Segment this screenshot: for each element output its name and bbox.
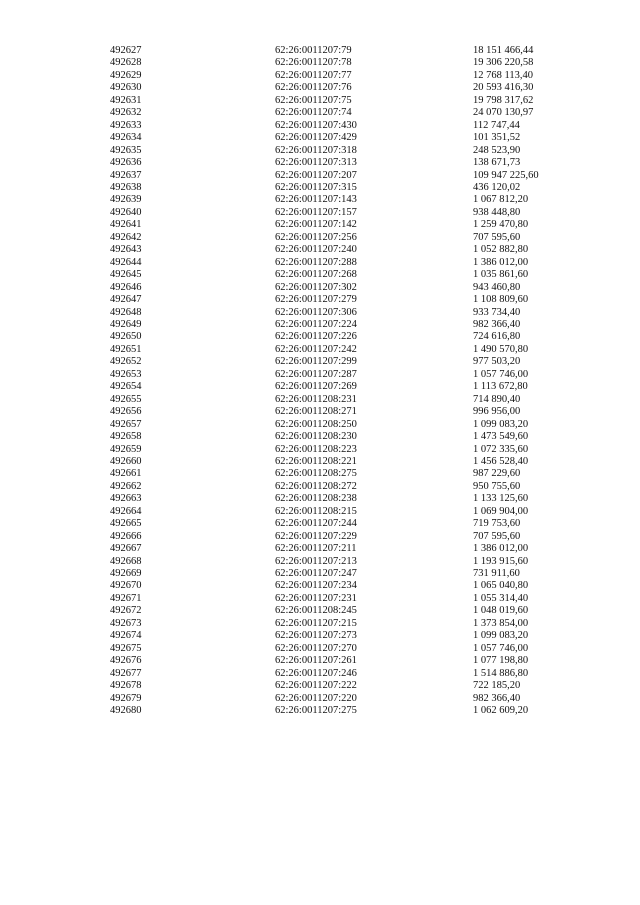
value-cell: 1 259 470,80 bbox=[473, 219, 529, 231]
row-number-cell: 492649 bbox=[110, 318, 142, 330]
value-cell: 1 062 609,20 bbox=[473, 705, 529, 717]
table-row bbox=[110, 543, 593, 555]
cadastral-number-cell: 62:26:0011207:270 bbox=[275, 642, 357, 654]
value-cell: 731 911,60 bbox=[473, 568, 520, 580]
row-number-cell: 492660 bbox=[110, 455, 142, 467]
value-cell: 12 768 113,40 bbox=[473, 69, 533, 81]
table-row bbox=[110, 269, 593, 281]
row-number-cell: 492652 bbox=[110, 356, 142, 368]
row-number-cell: 492664 bbox=[110, 505, 142, 517]
table-row bbox=[110, 232, 593, 244]
table-body bbox=[110, 45, 593, 717]
table-row bbox=[110, 468, 593, 480]
row-number-cell: 492639 bbox=[110, 194, 142, 206]
table-row bbox=[110, 506, 593, 518]
value-cell: 1 373 854,00 bbox=[473, 617, 529, 629]
cadastral-number-cell: 62:26:0011207:234 bbox=[275, 580, 357, 592]
table-row bbox=[110, 381, 593, 393]
cadastral-number-cell: 62:26:0011207:306 bbox=[275, 306, 357, 318]
value-cell: 18 151 466,44 bbox=[473, 45, 534, 56]
cadastral-number-cell: 62:26:0011207:269 bbox=[275, 381, 357, 393]
cadastral-number-cell: 62:26:0011207:242 bbox=[275, 343, 357, 355]
cadastral-number-cell: 62:26:0011208:221 bbox=[275, 455, 357, 467]
row-number-cell: 492665 bbox=[110, 518, 142, 530]
value-cell: 933 734,40 bbox=[473, 306, 521, 318]
value-cell: 982 366,40 bbox=[473, 318, 521, 330]
table-row bbox=[110, 219, 593, 231]
row-number-cell: 492648 bbox=[110, 306, 142, 318]
table-row bbox=[110, 630, 593, 642]
cadastral-number-cell: 62:26:0011207:246 bbox=[275, 667, 357, 679]
table-row bbox=[110, 605, 593, 617]
cadastral-number-cell: 62:26:0011207:74 bbox=[275, 107, 352, 119]
row-number-cell: 492677 bbox=[110, 667, 142, 679]
row-number-cell: 492658 bbox=[110, 431, 142, 443]
table-row bbox=[110, 705, 593, 717]
value-cell: 1 052 882,80 bbox=[473, 244, 529, 256]
cadastral-number-cell: 62:26:0011207:213 bbox=[275, 555, 357, 567]
table-row bbox=[110, 668, 593, 680]
cadastral-number-cell: 62:26:0011208:223 bbox=[275, 443, 357, 455]
value-cell: 996 956,00 bbox=[473, 406, 521, 418]
row-number-cell: 492669 bbox=[110, 568, 142, 580]
cadastral-number-cell: 62:26:0011207:222 bbox=[275, 680, 357, 692]
table-row bbox=[110, 481, 593, 493]
cadastral-number-cell: 62:26:0011207:273 bbox=[275, 630, 357, 642]
cadastral-number-cell: 62:26:0011207:287 bbox=[275, 368, 357, 380]
value-cell: 1 133 125,60 bbox=[473, 493, 529, 505]
table-row bbox=[110, 307, 593, 319]
table-row bbox=[110, 456, 593, 468]
cadastral-number-cell: 62:26:0011207:207 bbox=[275, 169, 357, 181]
row-number-cell: 492632 bbox=[110, 107, 142, 119]
table-row bbox=[110, 531, 593, 543]
table-row bbox=[110, 344, 593, 356]
cadastral-number-cell: 62:26:0011207:220 bbox=[275, 692, 357, 704]
table-row bbox=[110, 132, 593, 144]
table-row bbox=[110, 157, 593, 169]
row-number-cell: 492636 bbox=[110, 157, 142, 169]
value-cell: 722 185,20 bbox=[473, 680, 521, 692]
table-row bbox=[110, 643, 593, 655]
row-number-cell: 492646 bbox=[110, 281, 142, 293]
row-number-cell: 492675 bbox=[110, 642, 142, 654]
value-cell: 1 072 335,60 bbox=[473, 443, 529, 455]
row-number-cell: 492656 bbox=[110, 406, 142, 418]
value-cell: 19 306 220,58 bbox=[473, 57, 534, 69]
row-number-cell: 492671 bbox=[110, 592, 142, 604]
cadastral-number-cell: 62:26:0011207:142 bbox=[275, 219, 357, 231]
value-cell: 977 503,20 bbox=[473, 356, 521, 368]
row-number-cell: 492641 bbox=[110, 219, 142, 231]
value-cell: 1 065 040,80 bbox=[473, 580, 529, 592]
row-number-cell: 492666 bbox=[110, 530, 142, 542]
cadastral-number-cell: 62:26:0011208:215 bbox=[275, 505, 357, 517]
cadastral-number-cell: 62:26:0011207:288 bbox=[275, 256, 357, 268]
table-row bbox=[110, 444, 593, 456]
cadastral-value-table bbox=[110, 45, 593, 717]
table-row bbox=[110, 680, 593, 692]
cadastral-number-cell: 62:26:0011207:299 bbox=[275, 356, 357, 368]
cadastral-number-cell: 62:26:0011207:224 bbox=[275, 318, 357, 330]
row-number-cell: 492640 bbox=[110, 206, 142, 218]
value-cell: 1 473 549,60 bbox=[473, 431, 529, 443]
cadastral-number-cell: 62:26:0011208:238 bbox=[275, 493, 357, 505]
cadastral-number-cell: 62:26:0011207:315 bbox=[275, 181, 357, 193]
cadastral-number-cell: 62:26:0011207:430 bbox=[275, 119, 357, 131]
value-cell: 1 113 672,80 bbox=[473, 381, 528, 393]
cadastral-number-cell: 62:26:0011207:78 bbox=[275, 57, 352, 69]
row-number-cell: 492629 bbox=[110, 69, 142, 81]
table-row bbox=[110, 82, 593, 94]
table-row bbox=[110, 693, 593, 705]
value-cell: 938 448,80 bbox=[473, 206, 521, 218]
value-cell: 1 048 019,60 bbox=[473, 605, 529, 617]
cadastral-number-cell: 62:26:0011207:143 bbox=[275, 194, 357, 206]
row-number-cell: 492642 bbox=[110, 231, 142, 243]
table-row bbox=[110, 618, 593, 630]
value-cell: 101 351,52 bbox=[473, 132, 521, 144]
table-row bbox=[110, 120, 593, 132]
cadastral-number-cell: 62:26:0011207:279 bbox=[275, 294, 357, 306]
cadastral-number-cell: 62:26:0011207:275 bbox=[275, 705, 357, 717]
cadastral-number-cell: 62:26:0011207:256 bbox=[275, 231, 357, 243]
row-number-cell: 492654 bbox=[110, 381, 142, 393]
value-cell: 982 366,40 bbox=[473, 692, 521, 704]
table-row bbox=[110, 182, 593, 194]
row-number-cell: 492667 bbox=[110, 543, 142, 555]
cadastral-number-cell: 62:26:0011207:229 bbox=[275, 530, 357, 542]
value-cell: 436 120,02 bbox=[473, 181, 521, 193]
value-cell: 1 057 746,00 bbox=[473, 642, 529, 654]
row-number-cell: 492653 bbox=[110, 368, 142, 380]
table-row bbox=[110, 244, 593, 256]
table-row bbox=[110, 331, 593, 343]
value-cell: 19 798 317,62 bbox=[473, 94, 534, 106]
row-number-cell: 492655 bbox=[110, 393, 142, 405]
cadastral-number-cell: 62:26:0011207:226 bbox=[275, 331, 357, 343]
row-number-cell: 492638 bbox=[110, 181, 142, 193]
value-cell: 1 035 861,60 bbox=[473, 269, 529, 281]
table-row bbox=[110, 356, 593, 368]
table-row bbox=[110, 45, 593, 57]
row-number-cell: 492678 bbox=[110, 680, 142, 692]
value-cell: 1 099 083,20 bbox=[473, 418, 529, 430]
row-number-cell: 492643 bbox=[110, 244, 142, 256]
table-row bbox=[110, 95, 593, 107]
table-row bbox=[110, 294, 593, 306]
cadastral-number-cell: 62:26:0011207:211 bbox=[275, 543, 357, 555]
table-row bbox=[110, 493, 593, 505]
table-row bbox=[110, 319, 593, 331]
value-cell: 719 753,60 bbox=[473, 518, 521, 530]
row-number-cell: 492674 bbox=[110, 630, 142, 642]
cadastral-number-cell: 62:26:0011207:268 bbox=[275, 269, 357, 281]
table-row bbox=[110, 580, 593, 592]
table-row bbox=[110, 369, 593, 381]
row-number-cell: 492673 bbox=[110, 617, 142, 629]
value-cell: 138 671,73 bbox=[473, 157, 521, 169]
table-row bbox=[110, 207, 593, 219]
cadastral-number-cell: 62:26:0011208:245 bbox=[275, 605, 357, 617]
row-number-cell: 492645 bbox=[110, 269, 142, 281]
table-row bbox=[110, 170, 593, 182]
cadastral-number-cell: 62:26:0011207:313 bbox=[275, 157, 357, 169]
cadastral-number-cell: 62:26:0011207:244 bbox=[275, 518, 357, 530]
row-number-cell: 492680 bbox=[110, 705, 142, 717]
table-row bbox=[110, 145, 593, 157]
table-row bbox=[110, 282, 593, 294]
value-cell: 1 456 528,40 bbox=[473, 455, 529, 467]
value-cell: 950 755,60 bbox=[473, 480, 521, 492]
table-row bbox=[110, 593, 593, 605]
table-row bbox=[110, 419, 593, 431]
table-row bbox=[110, 194, 593, 206]
value-cell: 1 067 812,20 bbox=[473, 194, 529, 206]
row-number-cell: 492628 bbox=[110, 57, 142, 69]
row-number-cell: 492634 bbox=[110, 132, 142, 144]
value-cell: 1 055 314,40 bbox=[473, 592, 529, 604]
row-number-cell: 492631 bbox=[110, 94, 142, 106]
table-row bbox=[110, 431, 593, 443]
row-number-cell: 492659 bbox=[110, 443, 142, 455]
row-number-cell: 492670 bbox=[110, 580, 142, 592]
row-number-cell: 492650 bbox=[110, 331, 142, 343]
value-cell: 1 514 886,80 bbox=[473, 667, 529, 679]
row-number-cell: 492627 bbox=[110, 45, 142, 56]
row-number-cell: 492644 bbox=[110, 256, 142, 268]
cadastral-number-cell: 62:26:0011207:79 bbox=[275, 45, 352, 56]
cadastral-number-cell: 62:26:0011207:429 bbox=[275, 132, 357, 144]
row-number-cell: 492668 bbox=[110, 555, 142, 567]
value-cell: 1 386 012,00 bbox=[473, 543, 529, 555]
cadastral-number-cell: 62:26:0011207:76 bbox=[275, 82, 352, 94]
table-row bbox=[110, 518, 593, 530]
table-row bbox=[110, 107, 593, 119]
value-cell: 714 890,40 bbox=[473, 393, 521, 405]
value-cell: 1 386 012,00 bbox=[473, 256, 529, 268]
cadastral-number-cell: 62:26:0011207:261 bbox=[275, 655, 357, 667]
table-row bbox=[110, 257, 593, 269]
value-cell: 20 593 416,30 bbox=[473, 82, 534, 94]
row-number-cell: 492635 bbox=[110, 144, 142, 156]
row-number-cell: 492663 bbox=[110, 493, 142, 505]
table-row bbox=[110, 406, 593, 418]
table-row bbox=[110, 568, 593, 580]
cadastral-number-cell: 62:26:0011207:215 bbox=[275, 617, 357, 629]
cadastral-number-cell: 62:26:0011207:75 bbox=[275, 94, 352, 106]
cadastral-number-cell: 62:26:0011207:247 bbox=[275, 568, 357, 580]
value-cell: 943 460,80 bbox=[473, 281, 521, 293]
row-number-cell: 492676 bbox=[110, 655, 142, 667]
value-cell: 707 595,60 bbox=[473, 231, 521, 243]
value-cell: 248 523,90 bbox=[473, 144, 521, 156]
cadastral-number-cell: 62:26:0011208:230 bbox=[275, 431, 357, 443]
row-number-cell: 492637 bbox=[110, 169, 142, 181]
table-row bbox=[110, 556, 593, 568]
row-number-cell: 492672 bbox=[110, 605, 142, 617]
table-row bbox=[110, 70, 593, 82]
cadastral-number-cell: 62:26:0011208:271 bbox=[275, 406, 357, 418]
table-row bbox=[110, 655, 593, 667]
table-row bbox=[110, 57, 593, 69]
value-cell: 1 490 570,80 bbox=[473, 343, 529, 355]
row-number-cell: 492661 bbox=[110, 468, 142, 480]
row-number-cell: 492662 bbox=[110, 480, 142, 492]
cadastral-number-cell: 62:26:0011207:231 bbox=[275, 592, 357, 604]
row-number-cell: 492657 bbox=[110, 418, 142, 430]
value-cell: 1 069 904,00 bbox=[473, 505, 529, 517]
row-number-cell: 492633 bbox=[110, 119, 142, 131]
row-number-cell: 492651 bbox=[110, 343, 142, 355]
cadastral-number-cell: 62:26:0011208:231 bbox=[275, 393, 357, 405]
value-cell: 724 616,80 bbox=[473, 331, 521, 343]
cadastral-number-cell: 62:26:0011208:272 bbox=[275, 480, 357, 492]
value-cell: 1 057 746,00 bbox=[473, 368, 529, 380]
table-row bbox=[110, 394, 593, 406]
cadastral-number-cell: 62:26:0011207:157 bbox=[275, 206, 357, 218]
cadastral-number-cell: 62:26:0011207:240 bbox=[275, 244, 357, 256]
value-cell: 112 747,44 bbox=[473, 119, 520, 131]
cadastral-number-cell: 62:26:0011207:318 bbox=[275, 144, 357, 156]
value-cell: 1 077 198,80 bbox=[473, 655, 529, 667]
row-number-cell: 492679 bbox=[110, 692, 142, 704]
value-cell: 707 595,60 bbox=[473, 530, 521, 542]
value-cell: 24 070 130,97 bbox=[473, 107, 534, 119]
cadastral-number-cell: 62:26:0011208:250 bbox=[275, 418, 357, 430]
row-number-cell: 492647 bbox=[110, 294, 142, 306]
value-cell: 1 193 915,60 bbox=[473, 555, 529, 567]
value-cell: 1 099 083,20 bbox=[473, 630, 529, 642]
value-cell: 987 229,60 bbox=[473, 468, 521, 480]
cadastral-number-cell: 62:26:0011208:275 bbox=[275, 468, 357, 480]
value-cell: 109 947 225,60 bbox=[473, 169, 539, 181]
value-cell: 1 108 809,60 bbox=[473, 294, 529, 306]
cadastral-number-cell: 62:26:0011207:302 bbox=[275, 281, 357, 293]
cadastral-number-cell: 62:26:0011207:77 bbox=[275, 69, 352, 81]
row-number-cell: 492630 bbox=[110, 82, 142, 94]
